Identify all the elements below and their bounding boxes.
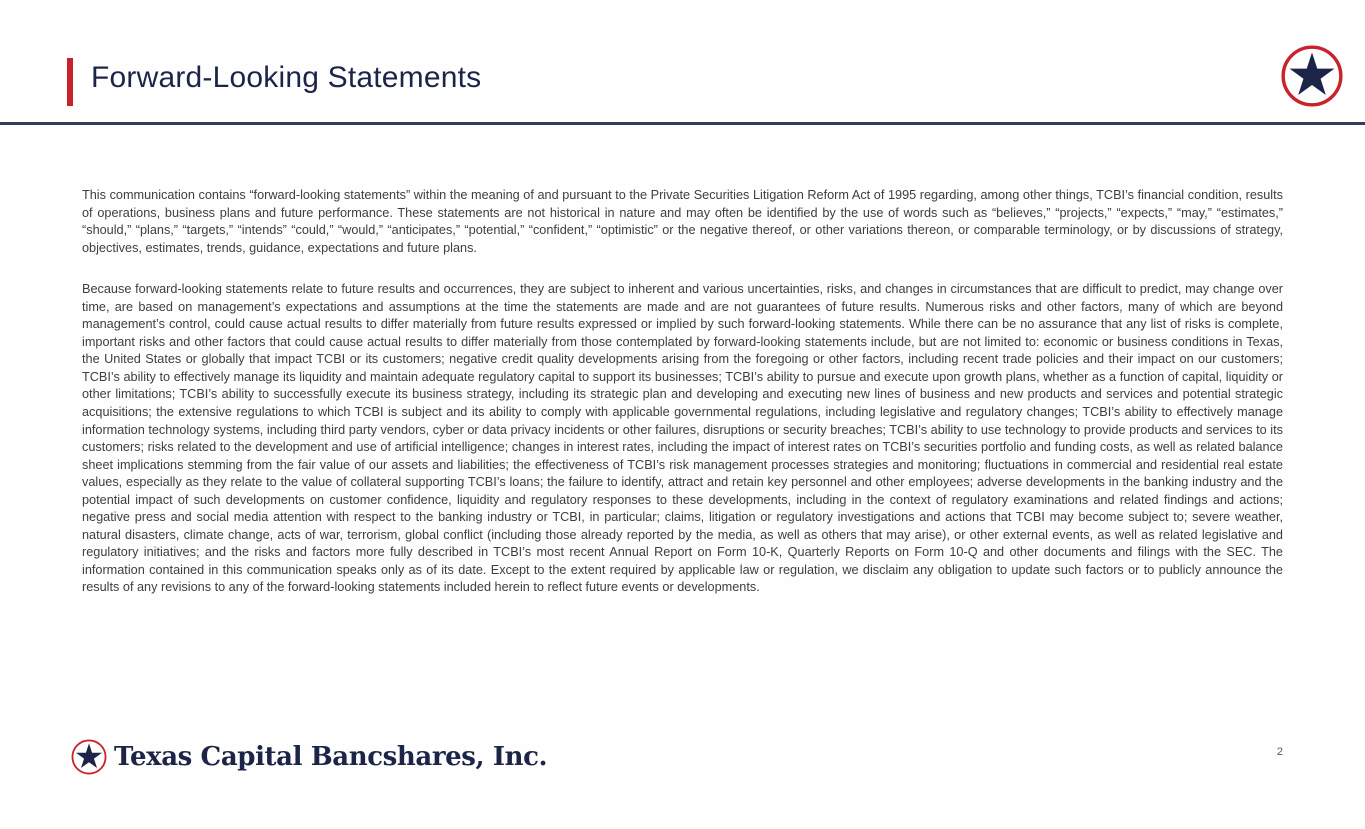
header-divider [0, 122, 1365, 125]
company-logo [1281, 45, 1343, 107]
star-in-circle-icon [71, 739, 107, 775]
footer-logo [71, 739, 547, 775]
page-number: 2 [1276, 746, 1283, 758]
disclaimer-paragraph-1: This communication contains “forward-looking statements” within the meaning of and pursuant to the Private Securities Litigation Reform Act of 1995 regarding, among other things, TCBI’s financial condition, results of operations, business plans and future performance. These statements are not historical in nature and may often be identified by the use of words such as “believes,” “projects,” “expects,” “may,” “estimates,” “should,” “plans,” “targets,” “intends” “could,” “would,” “anticipates,” “potential,” “confident,” “optimistic” or the negative thereof, or other variations thereon, or comparable terminology, or by discussions of strategy, objectives, estimates, trends, guidance, expectations and future plans. [82, 188, 1283, 255]
disclaimer-paragraph-2: Because forward-looking statements relate to future results and occurrences, they are subject to inherent and various uncertainties, risks, and changes in circumstances that are difficult to predict, may change over time, are based on management’s expectations and assumptions at the time the statements are made and are not guarantees of future results. Numerous risks and other factors, many of which are beyond management’s control, could cause actual results to differ materially from future results expressed or implied by such forward-looking statements. While there can be no assurance that any list of risks is complete, important risks and other factors that could cause actual results to differ materially from those contemplated by forward-looking statements include, but are not limited to: economic or business conditions in Texas, the United States or globally that impact TCBI or its customers; negative credit quality developments arising from the foregoing or other factors, including recent trade policies and their impact on our customers; TCBI’s ability to effectively manage its liquidity and maintain adequate regulatory capital to support its businesses; TCBI’s ability to pursue and execute upon growth plans, whether as a function of capital, liquidity or other limitations; TCBI’s ability to successfully execute its business strategy, including its strategic plan and developing and executing new lines of business and new products and services and potential strategic acquisitions; the extensive regulations to which TCBI is subject and its ability to comply with applicable governmental regulations, including legislative and regulatory changes; TCBI’s ability to effectively manage information technology systems, including third party vendors, cyber or data privacy incidents or other failures, disruptions or security breaches; TCBI’s ability to use technology to provide products and services to its customers; risks related to the development and use of artificial intelligence; changes in interest rates, including the impact of interest rates on TCBI’s securities portfolio and funding costs, as well as related balance sheet implications stemming from the fair value of our assets and liabilities; the effectiveness of TCBI’s risk management processes strategies and monitoring; fluctuations in commercial and residential real estate values, especially as they relate to the value of collateral supporting TCBI’s loans; the failure to identify, attract and retain key personnel and other employees; adverse developments in the banking industry and the potential impact of such developments on customer confidence, liquidity and regulatory responses to these developments, including in the context of regulatory examinations and related findings and actions; negative press and social media attention with respect to the banking industry or TCBI, in particular; claims, litigation or regulatory investigations and actions that TCBI may become subject to; severe weather, natural disasters, climate change, acts of war, terrorism, global conflict (including those already reported by the media, as well as others that may arise), or other external events, as well as related legislative and regulatory initiatives; and the risks and factors more fully described in TCBI’s most recent Annual Report on Form 10-K, Quarterly Reports on Form 10-Q and other documents and filings with the SEC. The information contained in this communication speaks only as of its date. Except to the extent required by applicable law or regulation, we disclaim any obligation to update such factors or to publicly announce the results of any revisions to any of the forward-looking statements included herein to reflect future events or developments. [82, 282, 1283, 595]
star-in-circle-icon [1281, 45, 1343, 107]
company-wordmark: Texas Capital Bancshares, Inc. [114, 742, 548, 772]
page-title: Forward-Looking Statements [91, 61, 482, 94]
disclaimer-text [82, 187, 1283, 621]
title-accent-bar [67, 58, 73, 106]
